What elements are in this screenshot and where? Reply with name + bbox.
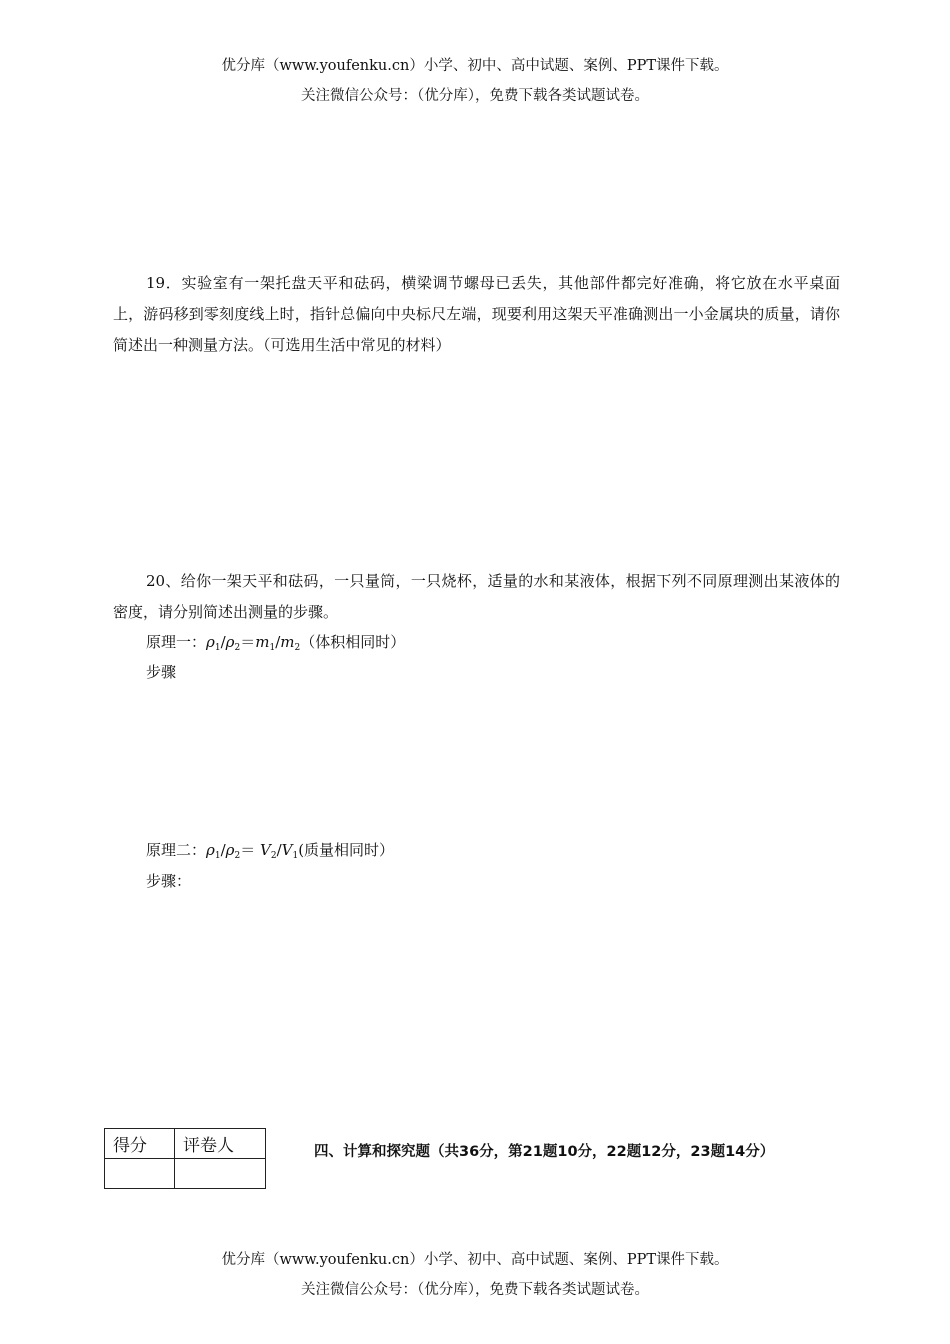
principle-2: 原理二：$\rho_1/\rho_2= V_2/V_1$(质量相同时） bbox=[146, 841, 395, 861]
grader-cell[interactable] bbox=[175, 1159, 266, 1189]
principle-2-note: (质量相同时） bbox=[298, 841, 395, 859]
score-header: 得分 bbox=[105, 1129, 175, 1159]
score-table bbox=[104, 1128, 266, 1189]
score-cell[interactable] bbox=[105, 1159, 175, 1189]
principle-1: 原理一：$\rho_1/\rho_2=m_1/m_2$（体积相同时） bbox=[146, 633, 406, 653]
principle-1-label: 原理一： bbox=[146, 633, 207, 651]
question-20 bbox=[113, 566, 840, 628]
footer-line-1: 优分库（www.youfenku.cn）小学、初中、高中试题、案例、PPT课件下载。 bbox=[221, 1252, 729, 1268]
principle-1-steps-label: 步骤 bbox=[146, 663, 177, 681]
footer-line-2: 关注微信公众号：（优分库），免费下载各类试题试卷。 bbox=[301, 1282, 649, 1298]
principle-2-steps-label: 步骤： bbox=[146, 872, 192, 890]
section-4-title: 四、计算和探究题（共36分，第21题10分，22题12分，23题14分） bbox=[314, 1144, 775, 1160]
question-19 bbox=[113, 268, 840, 361]
header-line-1: 优分库（www.youfenku.cn）小学、初中、高中试题、案例、PPT课件下载。 bbox=[221, 58, 729, 74]
principle-1-note: （体积相同时） bbox=[300, 633, 406, 651]
principle-2-label: 原理二： bbox=[146, 841, 207, 859]
header-line-2: 关注微信公众号：（优分库），免费下载各类试题试卷。 bbox=[301, 88, 649, 104]
grader-header: 评卷人 bbox=[175, 1129, 266, 1159]
question-19-text: 19．实验室有一架托盘天平和砝码，横梁调节螺母已丢失，其他部件都完好准确，将它放在水平桌面上，游码移到零刻度线上时，指针总偏向中央标尺左端，现要利用这架天平准确测出一小金属块的质量，请你简述出一种测量方法。（可选用生活中常见的材料） bbox=[113, 274, 840, 354]
question-20-text: 20、给你一架天平和砝码，一只量筒，一只烧杯，适量的水和某液体，根据下列不同原理测出某液体的密度，请分别简述出测量的步骤。 bbox=[113, 572, 840, 621]
